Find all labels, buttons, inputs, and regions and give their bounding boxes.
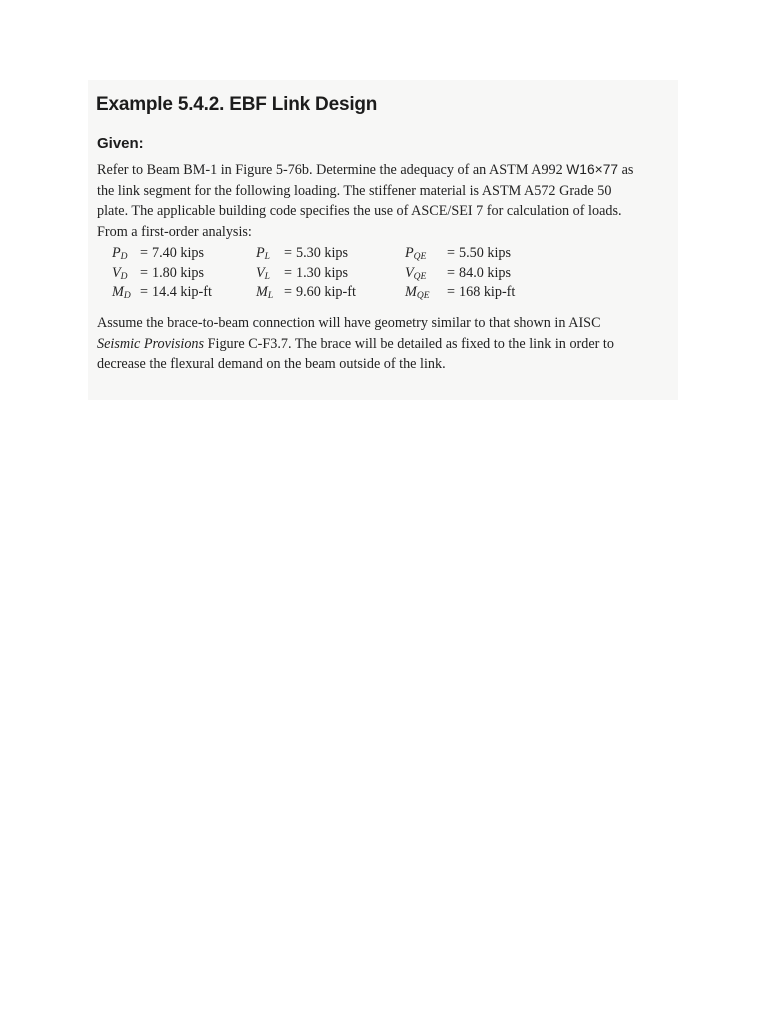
load-row: $M_{QE} = 168$ kip-ft bbox=[405, 283, 515, 303]
load-row: $M_D = 14.4$ kip-ft bbox=[112, 283, 212, 303]
load-symbol: $M_D$ bbox=[112, 284, 131, 301]
load-row: $P_{QE} = 5.50$ kips bbox=[405, 244, 515, 264]
load-value: 168 kip-ft bbox=[459, 284, 516, 300]
load-value: 7.40 kips bbox=[152, 245, 205, 261]
problem-statement bbox=[97, 160, 642, 242]
load-value: 9.60 kip-ft bbox=[296, 284, 356, 300]
load-symbol: $V_D$ bbox=[112, 264, 128, 282]
load-row: $M_L = 9.60$ kip-ft bbox=[256, 283, 356, 303]
given-heading: Given: bbox=[97, 135, 144, 152]
load-symbol: $M_L$ bbox=[256, 284, 274, 301]
load-symbol: $P_D$ bbox=[112, 245, 128, 262]
load-value: 1.80 kips bbox=[152, 264, 205, 281]
statement-text: Refer to Beam BM-1 in Figure 5-76b. Determine the adequacy of an ASTM A992 bbox=[97, 162, 567, 178]
load-symbol: $V_{QE}$ bbox=[405, 264, 427, 282]
load-row: $V_{QE} = 84.0$ kips bbox=[405, 264, 515, 284]
load-value: 5.30 kips bbox=[296, 245, 349, 261]
load-row: $P_L = 5.30$ kips bbox=[256, 244, 356, 264]
load-row: $V_D = 1.80$ kips bbox=[112, 264, 212, 284]
load-value: 5.50 kips bbox=[459, 245, 512, 261]
load-symbol: $M_{QE}$ bbox=[405, 284, 430, 301]
dead-load-column bbox=[112, 244, 212, 303]
assumption-text-continued: Figure C-F3.7. The brace will be detailed as fixed to the link in order to decrease the flexural demand on the beam outside of the link. bbox=[97, 335, 614, 372]
seismic-load-column bbox=[405, 244, 515, 303]
load-value: 14.4 kip-ft bbox=[152, 284, 212, 300]
assumption-statement bbox=[97, 313, 642, 375]
beam-section: W16×77 bbox=[566, 162, 619, 177]
assumption-text: Assume the brace-to-beam connection will have geometry similar to that shown in AISC bbox=[97, 315, 601, 331]
load-symbol: $P_L$ bbox=[256, 245, 270, 262]
load-value: 84.0 kips bbox=[459, 264, 512, 281]
load-symbol: $P_{QE}$ bbox=[405, 245, 427, 262]
load-row: $P_D = 7.40$ kips bbox=[112, 244, 212, 264]
seismic-provisions-reference: Seismic Provisions bbox=[97, 335, 205, 352]
example-title: Example 5.4.2. EBF Link Design bbox=[96, 94, 378, 115]
load-row: $V_L = 1.30$ kips bbox=[256, 264, 356, 284]
load-value: 1.30 kips bbox=[296, 264, 349, 281]
load-symbol: $V_L$ bbox=[256, 264, 270, 282]
live-load-column bbox=[256, 244, 356, 303]
statement-text-continued: as the link segment for the following loading. The stiffener material is ASTM A572 Grade 50 plate. The applicable building code specifies the use of ASCE/SEI 7 for calculation of loads. From a first-order analysis: bbox=[97, 162, 634, 240]
